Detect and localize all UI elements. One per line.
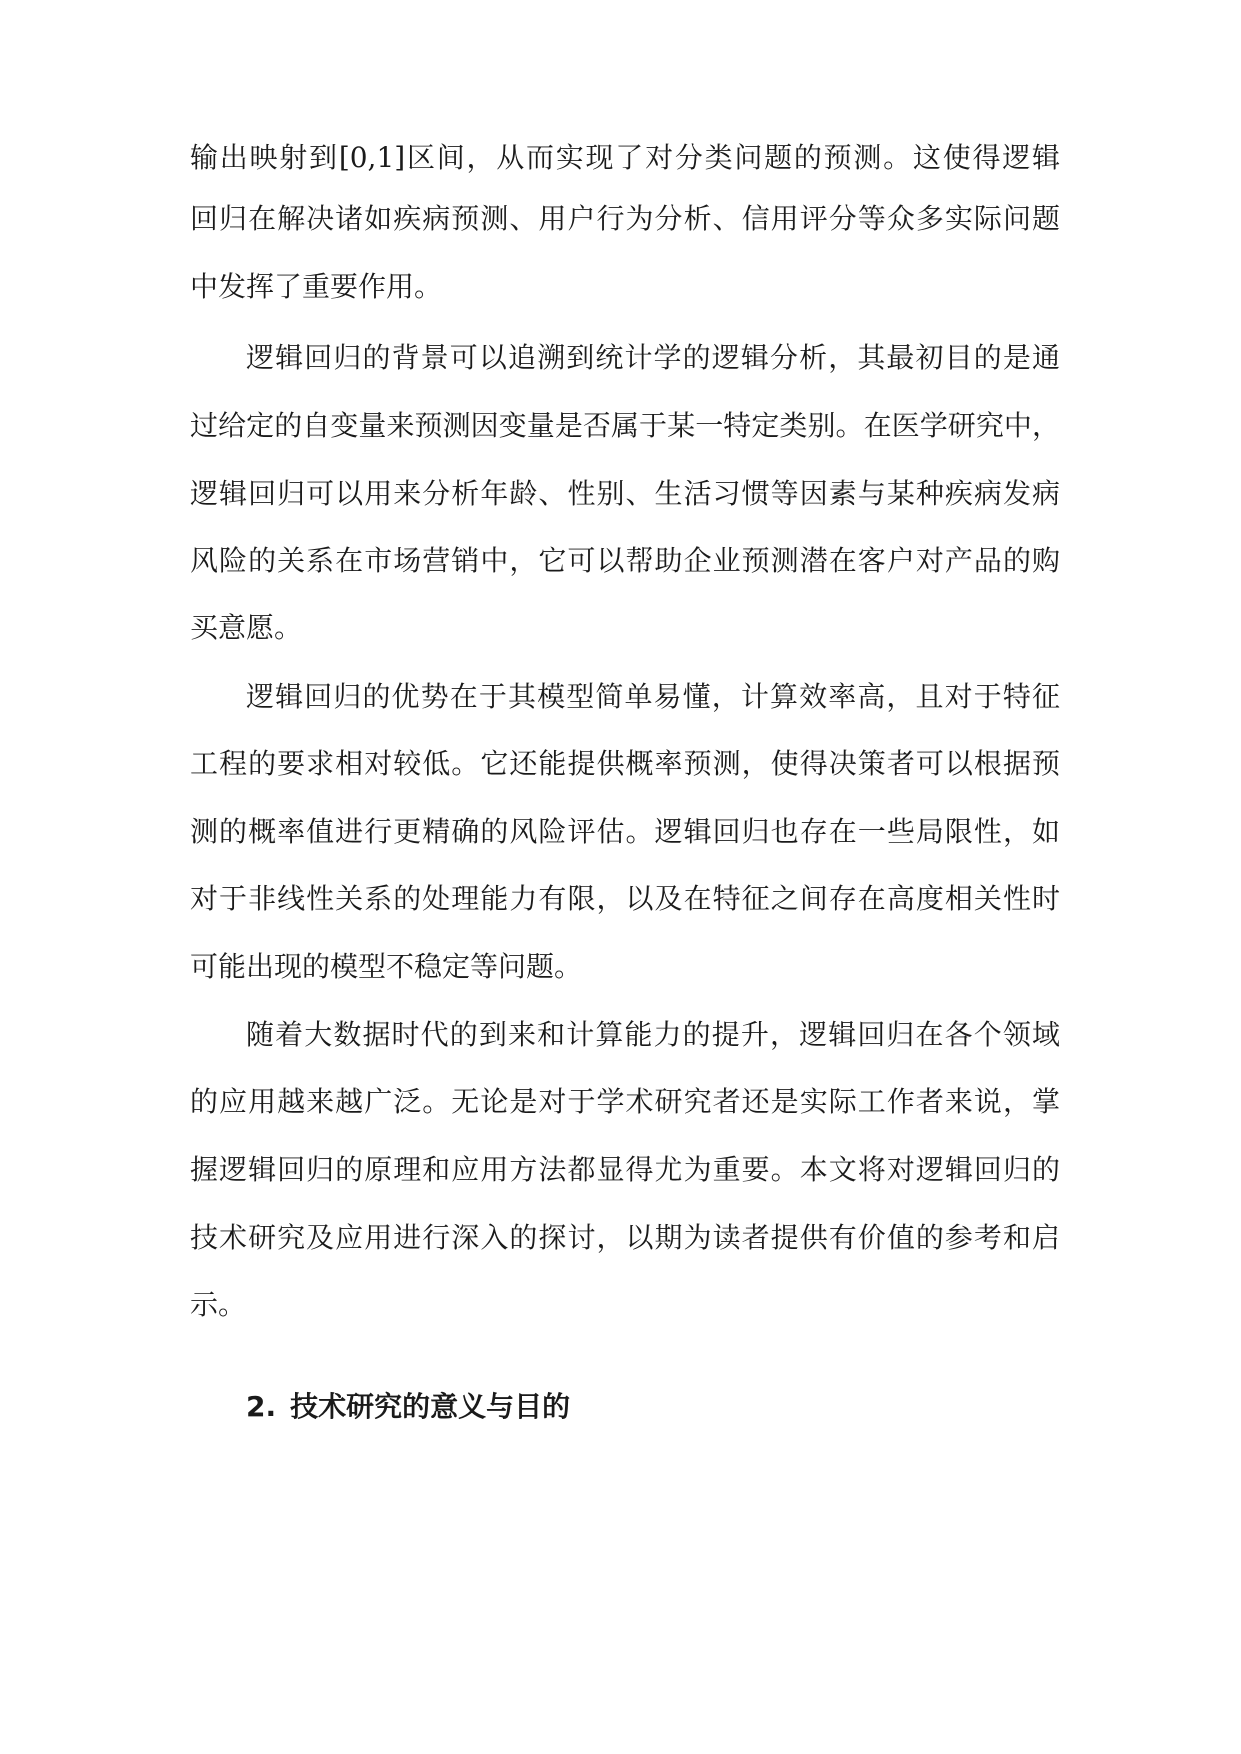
text-line: 可能出现的模型不稳定等问题。 xyxy=(190,950,583,983)
text-line: 工程的要求相对较低。它还能提供概率预测，使得决策者可以根据预 xyxy=(190,747,1060,780)
text-line: 过给定的自变量来预测因变量是否属于某一特定类别。在医学研究中， xyxy=(190,409,1060,442)
text-line: 的应用越来越广泛。无论是对于学术研究者还是实际工作者来说，掌 xyxy=(190,1085,1060,1118)
text-line: 逻辑回归可以用来分析年龄、性别、生活习惯等因素与某种疾病发病 xyxy=(190,477,1060,510)
text-line: 对于非线性关系的处理能力有限，以及在特征之间存在高度相关性时 xyxy=(190,882,1060,915)
text-line: 逻辑回归的背景可以追溯到统计学的逻辑分析，其最初目的是通 xyxy=(246,341,1060,374)
text-line: 风险的关系在市场营销中，它可以帮助企业预测潜在客户对产品的购 xyxy=(190,544,1060,577)
text-line: 随着大数据时代的到来和计算能力的提升，逻辑回归在各个领域 xyxy=(246,1018,1060,1051)
text-line: 买意愿。 xyxy=(190,611,303,644)
section-heading xyxy=(246,1387,570,1427)
text-line: 逻辑回归的优势在于其模型简单易懂，计算效率高，且对于特征 xyxy=(246,680,1060,713)
text-line: 输出映射到[0,1]区间，从而实现了对分类问题的预测。这使得逻辑 xyxy=(190,141,1060,174)
text-line: 技术研究及应用进行深入的探讨，以期为读者提供有价值的参考和启 xyxy=(190,1221,1060,1254)
text-line: 回归在解决诸如疾病预测、用户行为分析、信用评分等众多实际问题 xyxy=(190,202,1060,235)
text-line: 中发挥了重要作用。 xyxy=(190,270,443,303)
text-line: 示。 xyxy=(190,1288,247,1321)
text-line: 握逻辑回归的原理和应用方法都显得尤为重要。本文将对逻辑回归的 xyxy=(190,1153,1060,1186)
section-number: 2. xyxy=(246,1390,277,1423)
text-line: 测的概率值进行更精确的风险评估。逻辑回归也存在一些局限性，如 xyxy=(190,815,1060,848)
section-title: 技术研究的意义与目的 xyxy=(290,1390,571,1423)
